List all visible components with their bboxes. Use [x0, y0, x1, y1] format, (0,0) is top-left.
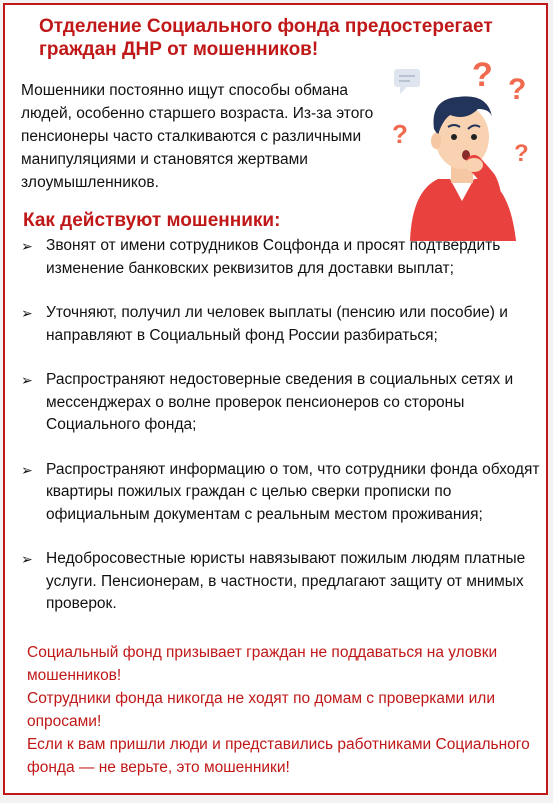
arrow-bullet-icon: ➢ — [21, 461, 33, 478]
list-item-text: Распространяют недостоверные сведения в социальных сетях и мессенджерах о волне проверок пенсионеров со стороны Социального фонда; — [46, 371, 514, 433]
page-title: Отделение Социального фонда предостерегает граждан ДНР от мошенников! — [39, 16, 493, 60]
bullet-list — [21, 235, 541, 638]
question-mark-icon: ? — [514, 140, 529, 167]
list-item-text: Звонят от имени сотрудников Соцфонда и просят подтвердить изменение банковских реквизитов для доставки выплат; — [46, 237, 501, 277]
list-item-text: Распространяют информацию о том, что сотрудники фонда обходят квартиры пожилых граждан с целью сверки прописки по официальным документам с реальным местом проживания; — [46, 460, 540, 523]
list-item — [21, 369, 541, 437]
warning-footer — [27, 641, 537, 779]
section-heading: Как действуют мошенники: — [23, 210, 281, 231]
question-mark-icon: ? — [508, 73, 527, 106]
question-mark-icon: ? — [392, 119, 408, 149]
list-item-text: Недобросовестные юристы навязывают пожилым людям платные услуги. Пенсионерам, в частности, предлагают защиту от мнимых проверок. — [46, 550, 526, 612]
warning-line: Если к вам пришли люди и представились работниками Социального фонда — не верьте, это мошенники! — [27, 736, 530, 776]
question-mark-icon: ? — [472, 56, 493, 94]
arrow-bullet-icon: ➢ — [21, 372, 33, 388]
warning-line: Сотрудники фонда никогда не ходят по домам с проверками или опросами! — [27, 690, 496, 730]
list-item — [21, 548, 541, 616]
chat-bubble-icon — [394, 69, 420, 94]
list-item — [21, 302, 541, 347]
list-item — [21, 235, 541, 280]
confused-man-illustration — [388, 51, 538, 241]
intro-paragraph: Мошенники постоянно ищут способы обмана людей, особенно старшего возраста. Из-за этого пенсионеры часто сталкиваются с различными манипуляциями и становятся жертвами злоумышленников. — [21, 82, 374, 191]
list-item — [21, 459, 541, 527]
leaflet-page — [3, 3, 548, 795]
arrow-bullet-icon: ➢ — [21, 551, 33, 567]
warning-line: Социальный фонд призывает граждан не поддаваться на уловки мошенников! — [27, 644, 498, 684]
arrow-bullet-icon: ➢ — [21, 238, 33, 254]
arrow-bullet-icon: ➢ — [21, 305, 33, 321]
list-item-text: Уточняют, получил ли человек выплаты (пенсию или пособие) и направляют в Социальный фонд России разбираться; — [46, 304, 508, 344]
